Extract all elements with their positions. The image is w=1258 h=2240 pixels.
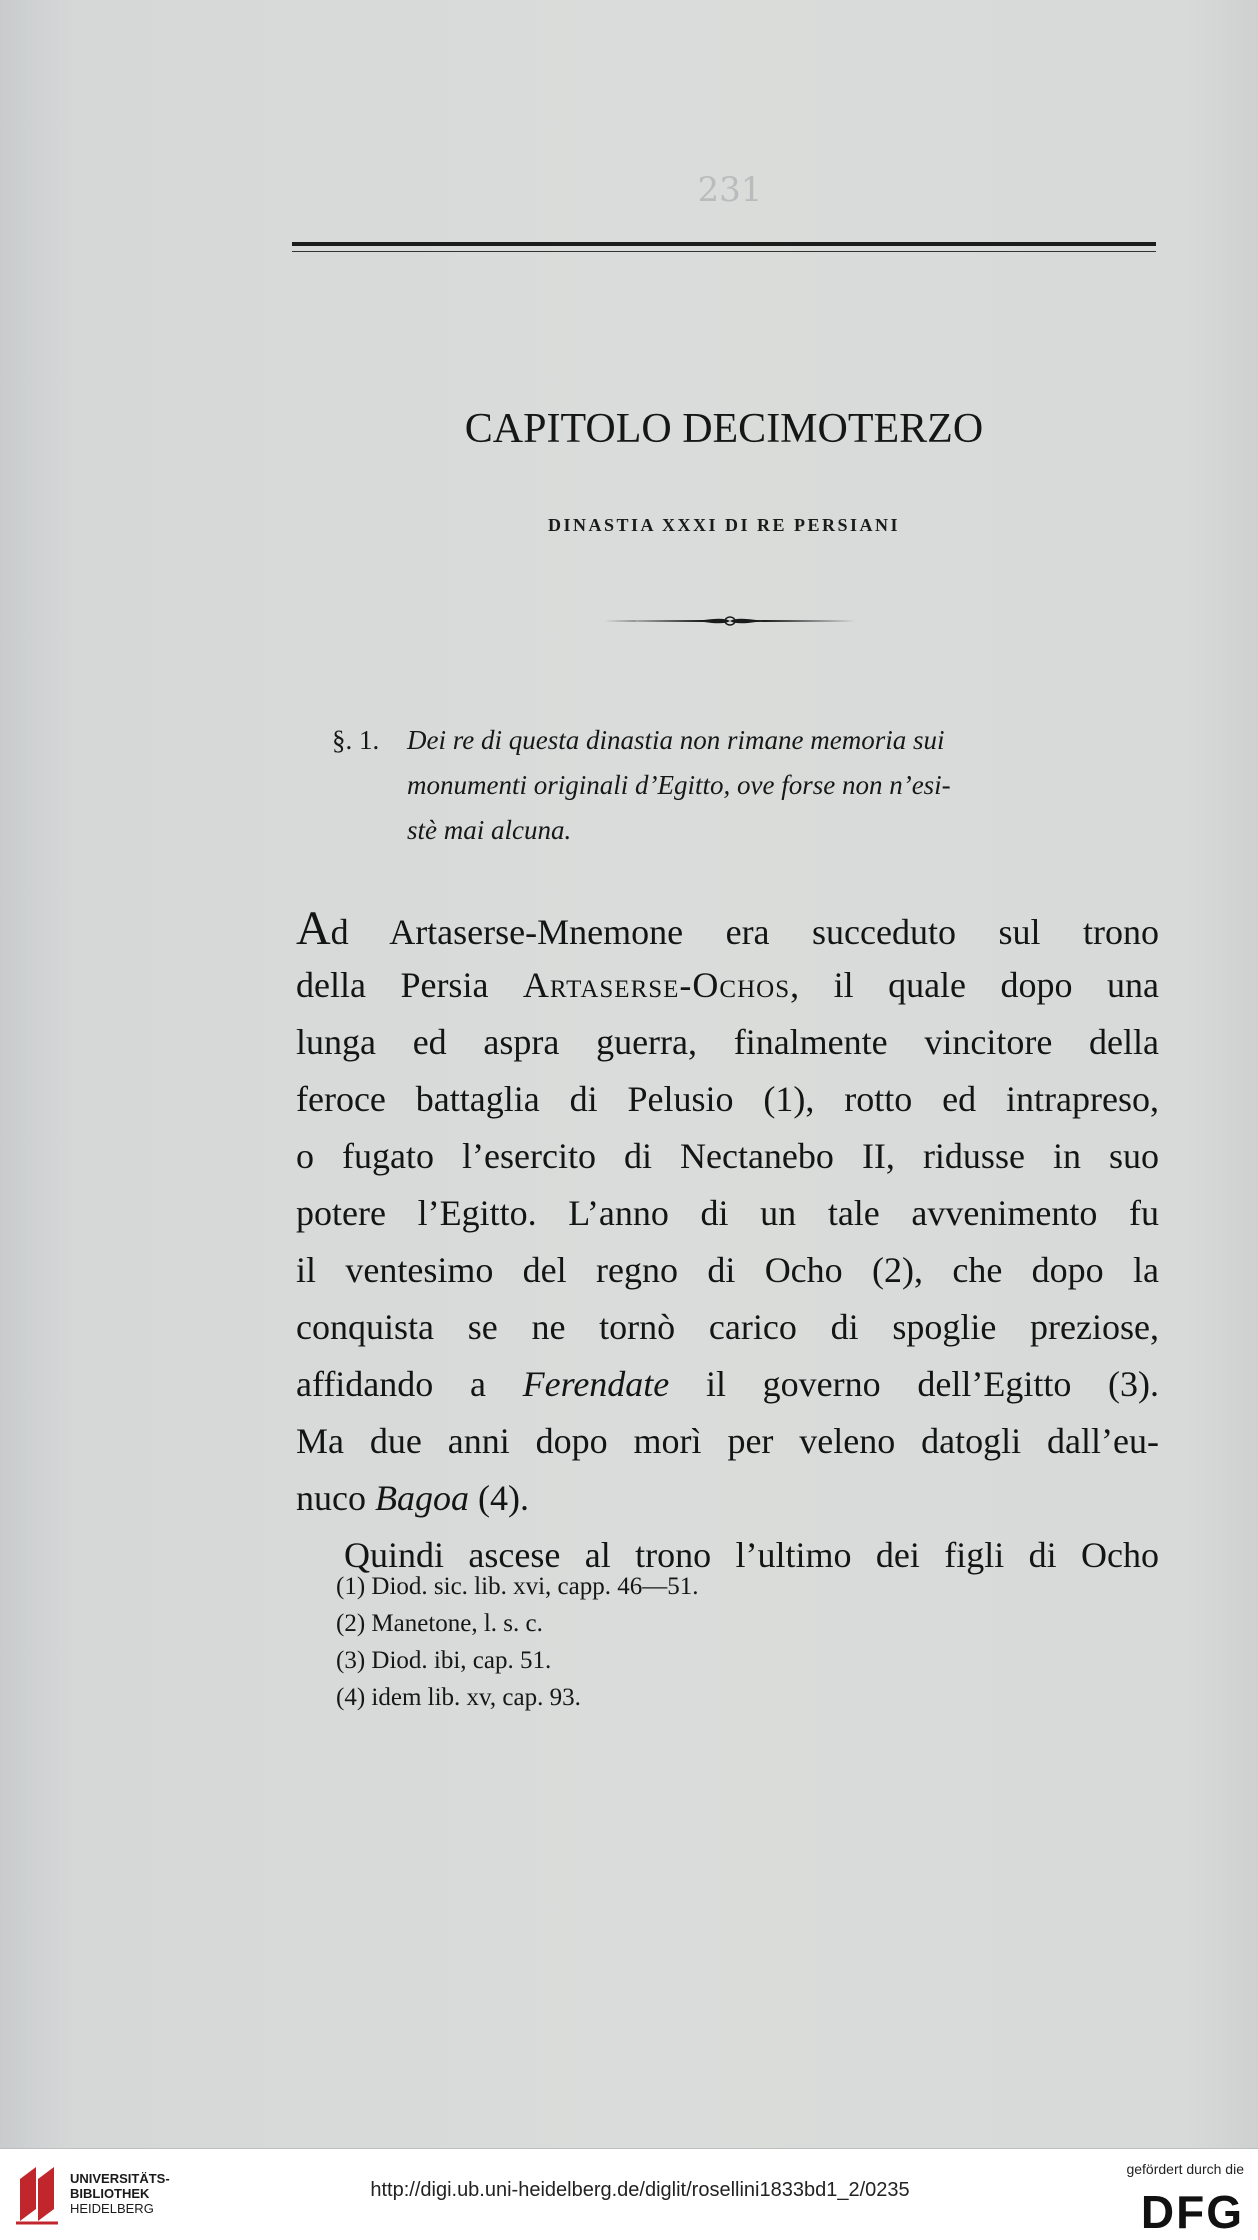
chapter-title: CAPITOLO DECIMOTERZO xyxy=(464,406,984,452)
text-line: potere l’Egitto. L’anno di un tale avvenimento fu xyxy=(296,1193,1159,1233)
footnote: (3) Diod. ibi, cap. 51. xyxy=(336,1647,552,1674)
funding-note: gefördert durch die xyxy=(1126,2161,1244,2177)
ornament-divider xyxy=(604,611,856,631)
chapter-subtitle: DINASTIA XXXI DI RE PERSIANI xyxy=(547,515,901,535)
section-summary xyxy=(332,718,1132,853)
drop-cap: A xyxy=(296,902,331,955)
text-line: conquista se ne tornò carico di spoglie preziose, xyxy=(296,1307,1159,1347)
section-number: §. 1. xyxy=(332,725,380,755)
text-line: Ad Artaserse-Mnemone era succeduto sul trono xyxy=(296,902,1159,955)
summary-line: §. 1. Dei re di questa dinastia non rimane memoria sui xyxy=(332,718,1132,763)
text-line: della Persia Artaserse-Ochos, il quale dopo una xyxy=(296,965,1159,1005)
summary-line: monumenti originali d’Egitto, ove forse non n’esi- xyxy=(407,770,951,800)
text-line: Quindi ascese al trono l’ultimo dei figli di Ocho xyxy=(344,1535,1159,1575)
library-name: UNIVERSITÄTS- BIBLIOTHEK HEIDELBERG xyxy=(70,2171,170,2216)
university-library-logo-icon[interactable] xyxy=(14,2163,60,2225)
body-text xyxy=(296,900,1159,1584)
text-line: o fugato l’esercito di Nectanebo II, ridusse in suo xyxy=(296,1136,1159,1176)
text-line: Ma due anni dopo morì per veleno datogli dall’eu- xyxy=(296,1421,1159,1461)
footnote: (2) Manetone, l. s. c. xyxy=(336,1610,543,1637)
footnotes xyxy=(336,1568,1036,1716)
header-rule-thin xyxy=(292,251,1156,252)
text-line: il ventesimo del regno di Ocho (2), che dopo la xyxy=(296,1250,1159,1290)
header-rule-thick xyxy=(292,242,1156,246)
name-small-caps: Artaserse-Ochos xyxy=(522,965,791,1005)
name-italic: Bagoa xyxy=(374,1478,469,1518)
viewer-footer xyxy=(0,2148,1258,2240)
page-number-faint: 231 xyxy=(697,170,763,210)
text-line: nuco Bagoa (4). xyxy=(296,1478,529,1518)
footnote: (1) Diod. sic. lib. xvi, capp. 46—51. xyxy=(336,1573,699,1600)
name-italic: Ferendate xyxy=(522,1364,670,1404)
permalink-url[interactable]: http://digi.ub.uni-heidelberg.de/diglit/rosellini1833bd1_2/0235 xyxy=(370,2179,910,2201)
summary-line: stè mai alcuna. xyxy=(407,815,572,845)
text-line: lunga ed aspra guerra, finalmente vincitore della xyxy=(296,1022,1159,1062)
text-line: affidando a Ferendate il governo dell’Egitto (3). xyxy=(296,1364,1159,1404)
dfg-logo[interactable]: DFG xyxy=(1140,2186,1244,2238)
text-line: feroce battaglia di Pelusio (1), rotto ed intrapreso, xyxy=(296,1079,1159,1119)
footnote: (4) idem lib. xv, cap. 93. xyxy=(336,1684,581,1711)
